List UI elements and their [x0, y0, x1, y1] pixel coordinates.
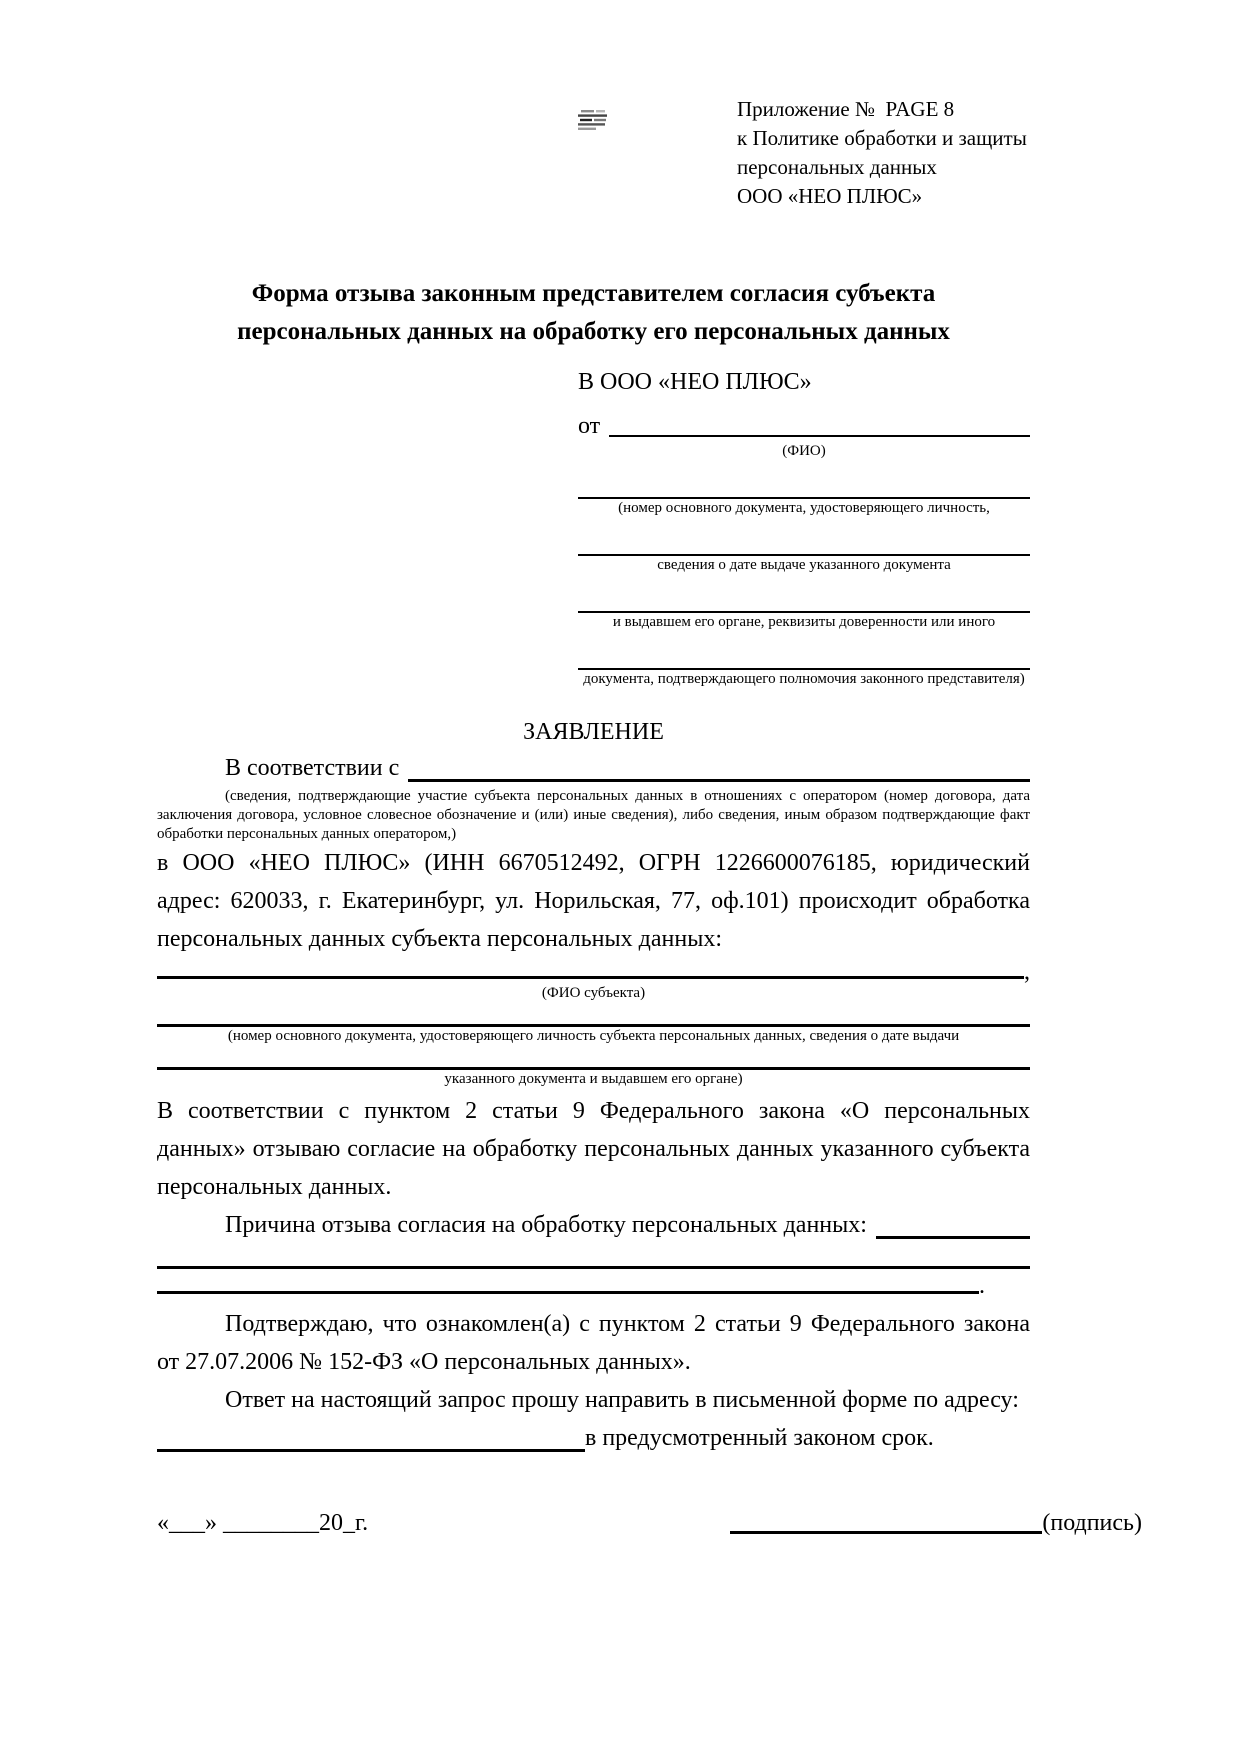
subject-fio-field-line [157, 976, 1024, 979]
reason-extra-line-1 [157, 1244, 1030, 1269]
reason-field-line [876, 1236, 1030, 1239]
appendix-number-line: Приложение № PAGE 8 [737, 97, 955, 121]
reason-field-row [157, 1206, 1030, 1244]
policy-line-1: к Политике обработки и защиты [737, 126, 1027, 150]
accordance-footnote: (сведения, подтверждающие участие субъекта персональных данных в отношениях с оператором (номер договора, дата заключения договора, условное словесное обозначение и (или) иные сведения), либо сведения, иным образом подтверждающие факт обработки персональных данных оператором,) [157, 788, 1030, 842]
reply-address-row [157, 1419, 1030, 1457]
withdrawal-paragraph: В соответствии с пунктом 2 статьи 9 Федерального закона «О персональных данных» отзываю согласие на обработку персональных данных указанного субъекта персональных данных. [157, 1098, 1030, 1200]
signature-field-line [730, 1531, 1042, 1534]
doc-date-field-line [578, 530, 1030, 556]
recipient-organization: В ООО «НЕО ПЛЮС» [578, 369, 812, 395]
subject-doc-caption-1: (номер основного документа, удостоверяющего личность субъекта персональных данных, сведения о дате выдачи [227, 1028, 960, 1044]
subject-fio-field-row [157, 960, 1030, 984]
representative-doc-field-line [578, 473, 1030, 499]
fio-caption: (ФИО) [782, 443, 826, 459]
from-label: от [578, 413, 601, 439]
accordance-field-row [157, 749, 1030, 787]
text-lines-icon [578, 108, 608, 137]
doc-issuer-field-line [578, 587, 1030, 613]
statement-heading: ЗАЯВЛЕНИЕ [523, 719, 664, 745]
reason-label: Причина отзыва согласия на обработку персональных данных: [225, 1212, 867, 1238]
form-title: Форма отзыва законным представителем согласия субъекта персональных данных на обработку его персональных данных [237, 280, 950, 345]
doc-issuer-caption: и выдавшем его органе, реквизиты доверенности или иного [612, 614, 996, 630]
signature-caption: (подпись) [1042, 1510, 1142, 1536]
authority-doc-field-line [578, 644, 1030, 670]
signature-footer [157, 1507, 1142, 1539]
representative-fio-field-line [609, 435, 1030, 437]
subject-doc-caption-2: указанного документа и выдавшем его органе) [444, 1071, 743, 1087]
reply-paragraph: Ответ на настоящий запрос прошу направить в письменной форме по адресу: [225, 1387, 1019, 1413]
subject-trailing-comma: , [1024, 959, 1030, 985]
reply-suffix: в предусмотренный законом срок. [585, 1425, 934, 1451]
reason-extra-line-2 [157, 1291, 979, 1294]
accordance-label: В соответствии с [225, 755, 400, 781]
policy-line-2: персональных данных [737, 155, 937, 179]
authority-doc-caption: документа, подтверждающего полномочия законного представителя) [583, 671, 1025, 687]
accordance-field-line [408, 779, 1030, 782]
organization-name: ООО «НЕО ПЛЮС» [737, 184, 923, 208]
subject-doc-issuer-field-line [157, 1045, 1030, 1070]
reply-address-field-line [157, 1449, 585, 1452]
header-block [578, 95, 1030, 211]
doc-number-caption: (номер основного документа, удостоверяющего личность, [618, 500, 990, 516]
from-field-row [578, 410, 1030, 442]
subject-doc-field-line [157, 1002, 1030, 1027]
confirmation-paragraph: Подтверждаю, что ознакомлен(а) с пунктом 2 статьи 9 Федерального закона от 27.07.2006 № 152-ФЗ «О персональных данных». [157, 1311, 1030, 1375]
date-blank: «___» ________20_г. [157, 1510, 369, 1536]
operator-paragraph: в ООО «НЕО ПЛЮС» (ИНН 6670512492, ОГРН 1226600076185, юридический адрес: 620033, г. Екатеринбург, ул. Норильская, 77, оф.101) происходит обработка персональных данных субъекта персональных данных: [157, 850, 1030, 952]
doc-date-caption: сведения о дате выдаче указанного документа [657, 557, 951, 573]
reason-extra-line-2-row [157, 1273, 985, 1299]
reason-trailing-period: . [979, 1273, 985, 1299]
appendix-header [737, 95, 1027, 211]
subject-fio-caption: (ФИО субъекта) [541, 985, 646, 1001]
recipient-block [578, 366, 1030, 689]
